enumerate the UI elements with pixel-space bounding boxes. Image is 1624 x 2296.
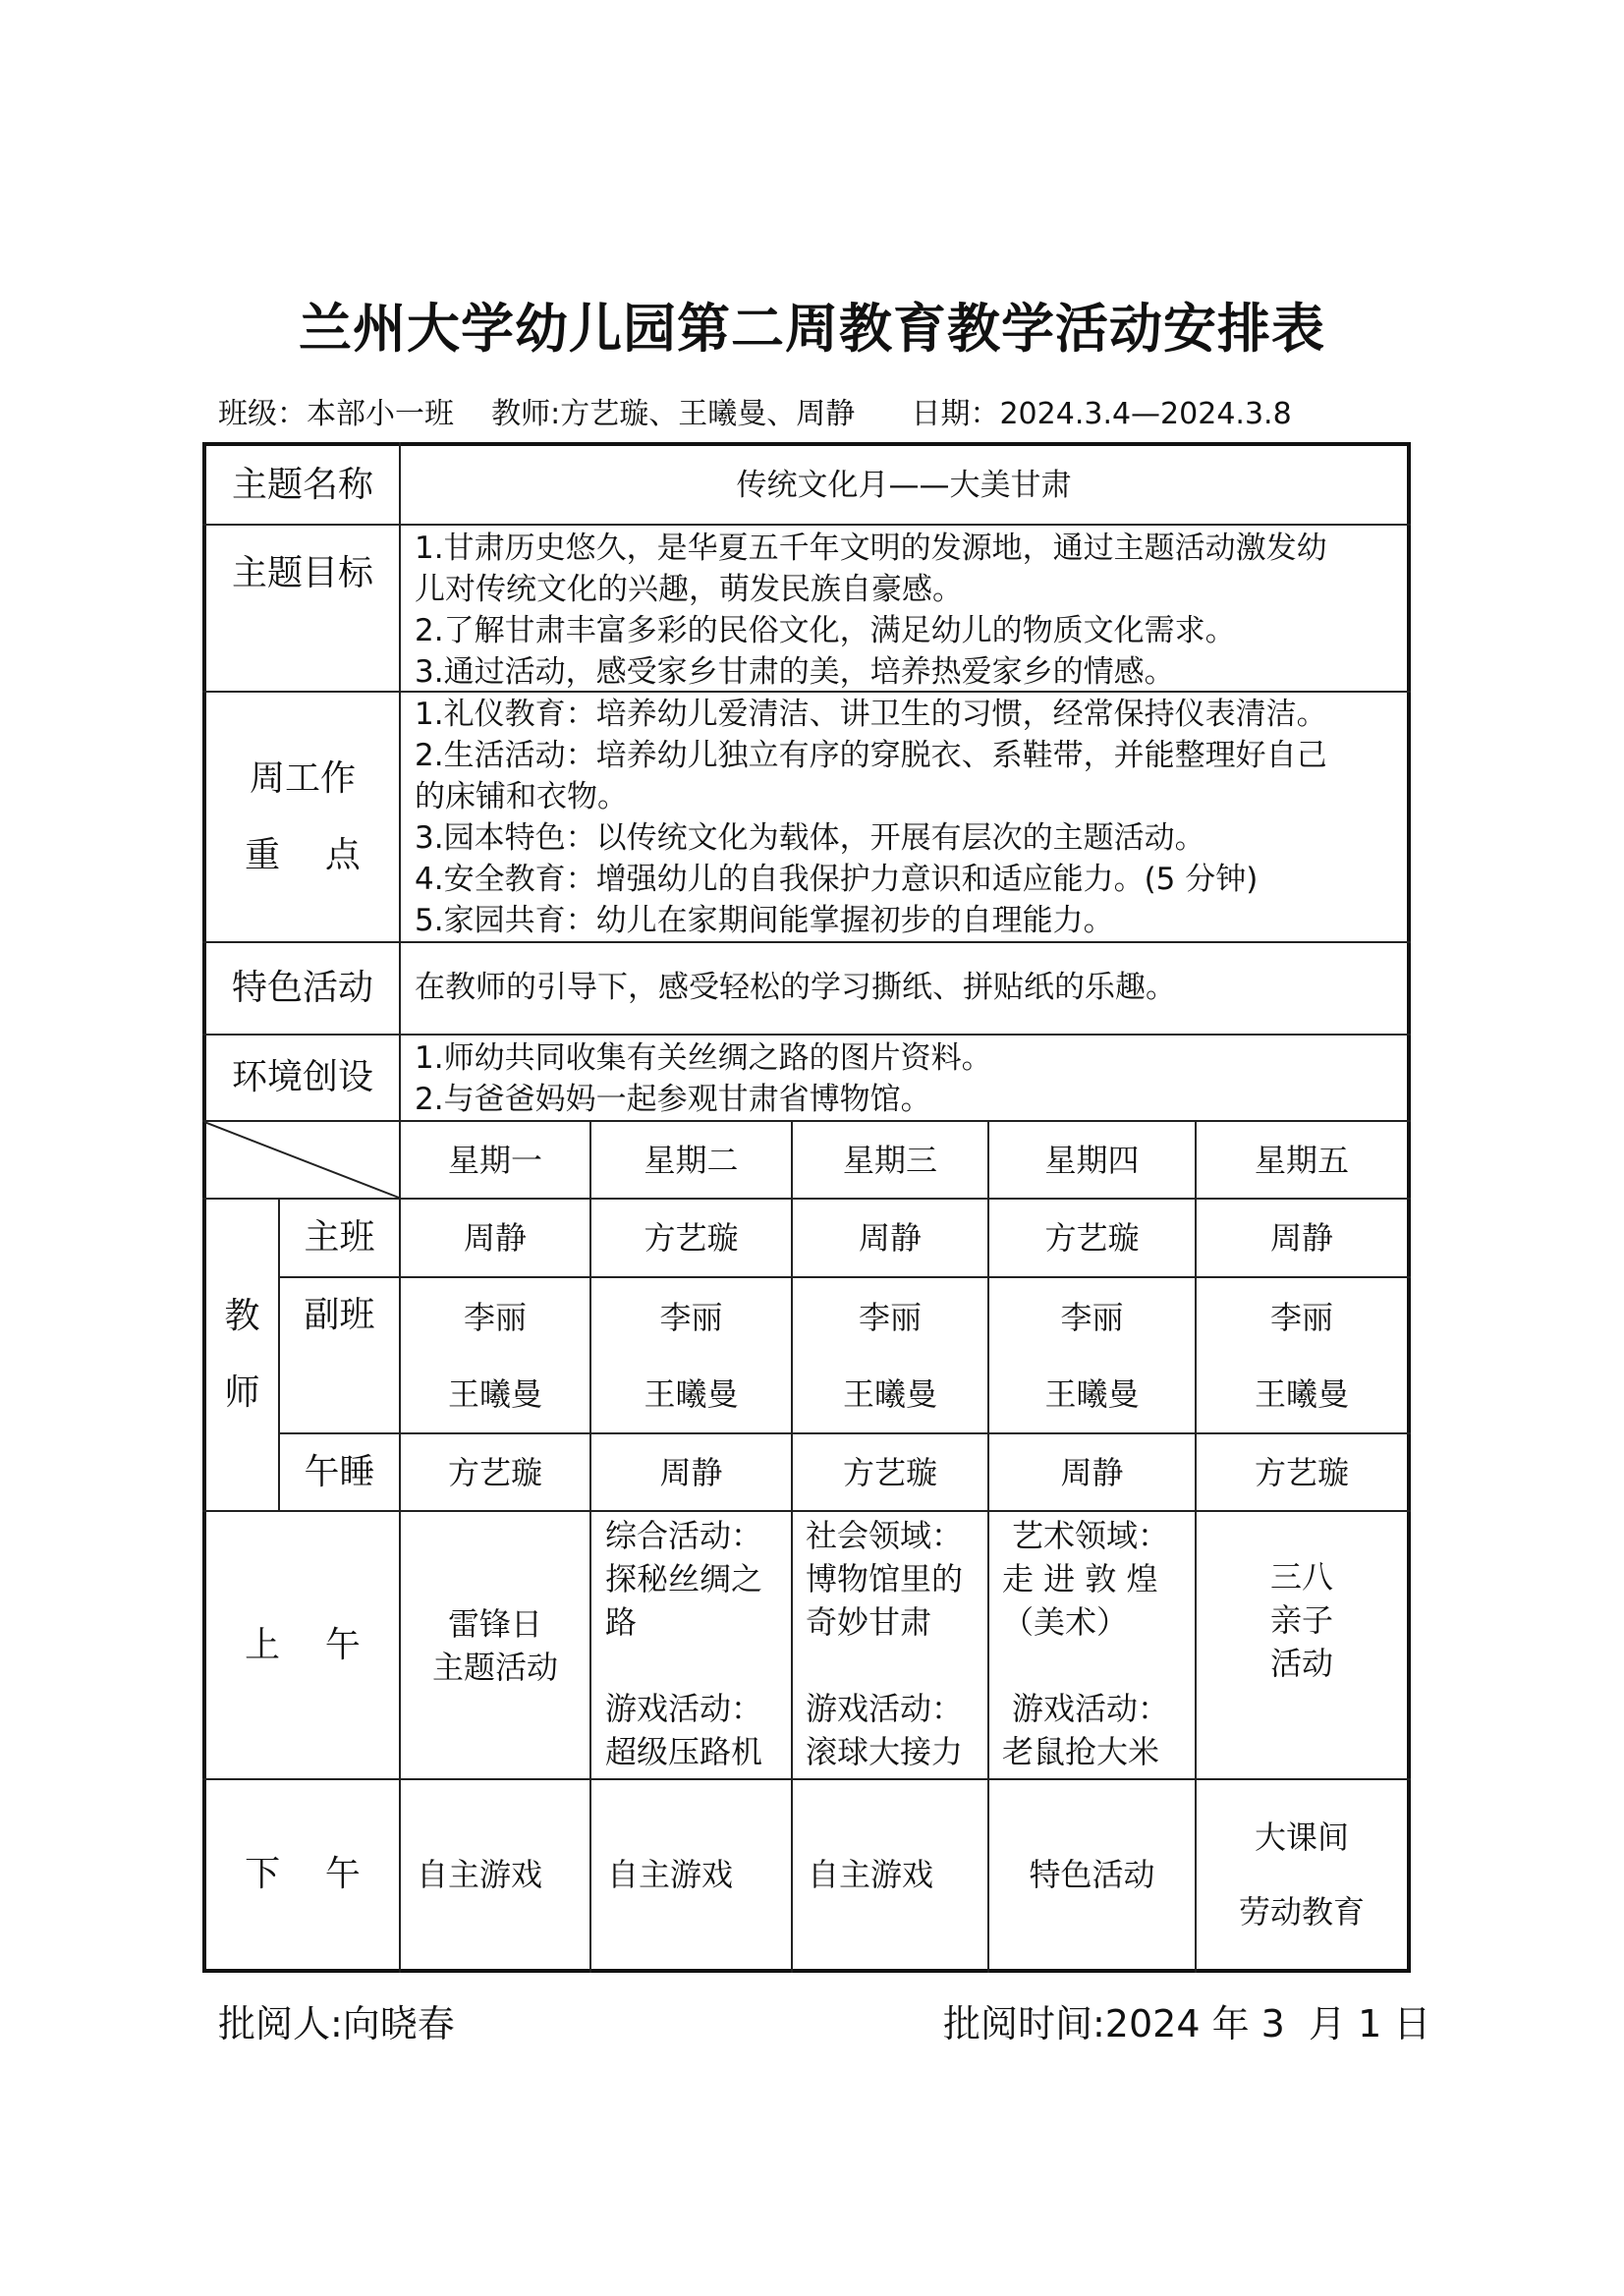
day-header-thursday: 星期四 bbox=[1044, 1141, 1140, 1179]
weekly-focus-label bbox=[206, 693, 399, 941]
main-teacher-tue: 方艺璇 bbox=[644, 1219, 739, 1257]
activity-line: 社会领域： bbox=[806, 1517, 964, 1554]
activity-line: 雷锋日 bbox=[447, 1604, 542, 1643]
activity-line: 超级压路机 bbox=[605, 1733, 763, 1770]
teacher-name: 王曦曼 bbox=[447, 1374, 542, 1413]
environment-text bbox=[415, 1037, 992, 1120]
activity-line: 走 进 敦 煌 bbox=[1002, 1560, 1158, 1597]
activity-line: 游戏活动： bbox=[1012, 1690, 1170, 1727]
text-line: 2.生活活动：培养幼儿独立有序的穿脱衣、系鞋带，并能整理好自己 bbox=[415, 738, 1327, 773]
activity-line bbox=[605, 1644, 762, 1687]
activity-line: 劳动教育 bbox=[1238, 1893, 1365, 1931]
assistant-teachers-fri bbox=[1197, 1278, 1407, 1432]
teacher-name: 李丽 bbox=[659, 1298, 723, 1336]
activity-line: 奇妙甘肃 bbox=[806, 1603, 932, 1641]
nap-teacher-thu: 周静 bbox=[1060, 1453, 1124, 1491]
teacher-name: 王曦曼 bbox=[1044, 1374, 1140, 1413]
text-line: 4.安全教育：增强幼儿的自我保护力意识和适应能力。(5 分钟) bbox=[415, 862, 1259, 897]
morning-activity-thu bbox=[1002, 1514, 1169, 1773]
label-line: 重 点 bbox=[245, 834, 361, 875]
afternoon-label: 下 午 bbox=[245, 1854, 361, 1894]
morning-activity-wed bbox=[806, 1514, 963, 1773]
teacher-name: 李丽 bbox=[1269, 1298, 1333, 1336]
activity-line: 老鼠抢大米 bbox=[1002, 1733, 1160, 1770]
nap-teacher-fri: 方艺璇 bbox=[1254, 1453, 1349, 1491]
teacher-name: 王曦曼 bbox=[842, 1374, 937, 1413]
role-main-label: 主班 bbox=[304, 1217, 375, 1258]
morning-activity-fri bbox=[1197, 1512, 1407, 1728]
day-header-friday: 星期五 bbox=[1254, 1141, 1349, 1179]
activity-line: 游戏活动： bbox=[806, 1690, 964, 1727]
special-activity-text: 在教师的引导下，感受轻松的学习撕纸、拼贴纸的乐趣。 bbox=[415, 970, 1176, 1005]
activity-line: 综合活动： bbox=[605, 1517, 763, 1554]
text-line: 1.礼仪教育：培养幼儿爱清洁、讲卫生的习惯，经常保持仪表清洁。 bbox=[415, 697, 1327, 732]
activity-line: 亲子 bbox=[1269, 1601, 1333, 1639]
teacher-group-label bbox=[206, 1200, 278, 1510]
main-teacher-wed: 周静 bbox=[858, 1219, 922, 1257]
nap-teacher-tue: 周静 bbox=[659, 1453, 723, 1491]
activity-line: 三八 bbox=[1269, 1558, 1333, 1596]
afternoon-activity-tue: 自主游戏 bbox=[607, 1856, 734, 1893]
nap-teacher-wed: 方艺璇 bbox=[842, 1453, 937, 1491]
activity-line bbox=[1002, 1644, 1169, 1687]
text-line: 1.师幼共同收集有关丝绸之路的图片资料。 bbox=[415, 1040, 992, 1076]
activity-line: 探秘丝绸之 bbox=[605, 1560, 763, 1597]
text-line: 3.园本特色：以传统文化为载体，开展有层次的主题活动。 bbox=[415, 820, 1205, 856]
weekly-focus-text bbox=[415, 694, 1327, 941]
afternoon-activity-mon: 自主游戏 bbox=[417, 1856, 543, 1893]
role-assistant-label: 副班 bbox=[304, 1295, 375, 1335]
afternoon-activity-thu: 特色活动 bbox=[1029, 1856, 1155, 1893]
label-char: 师 bbox=[224, 1372, 260, 1413]
main-teacher-thu: 方艺璇 bbox=[1044, 1219, 1140, 1257]
morning-activity-mon bbox=[401, 1512, 589, 1778]
assistant-teachers-wed bbox=[793, 1278, 987, 1432]
reviewer-name: 批阅人:向晓春 bbox=[218, 2002, 455, 2045]
theme-goal-label: 主题目标 bbox=[231, 553, 373, 593]
teacher-name: 李丽 bbox=[1060, 1298, 1124, 1336]
text-line: 3.通过活动，感受家乡甘肃的美，培养热爱家乡的情感。 bbox=[415, 654, 1175, 690]
theme-goal-text bbox=[415, 528, 1327, 693]
diagonal-header-line bbox=[202, 1120, 401, 1200]
special-activity-label: 特色活动 bbox=[231, 968, 373, 1008]
day-header-wednesday: 星期三 bbox=[842, 1141, 937, 1179]
review-time: 批阅时间:2024 年 3 月 1 日 bbox=[943, 2002, 1431, 2045]
activity-line: 游戏活动： bbox=[605, 1690, 763, 1727]
theme-name-value: 传统文化月——大美甘肃 bbox=[736, 467, 1072, 503]
text-line: 的床铺和衣物。 bbox=[415, 779, 628, 814]
text-line: 1.甘肃历史悠久，是华夏五千年文明的发源地，通过主题活动激发幼 bbox=[415, 531, 1327, 566]
activity-line: 活动 bbox=[1269, 1645, 1333, 1682]
activity-line: 路 bbox=[605, 1603, 638, 1641]
activity-line: 大课间 bbox=[1254, 1819, 1349, 1856]
environment-label: 环境创设 bbox=[231, 1057, 373, 1097]
text-line: 2.了解甘肃丰富多彩的民俗文化，满足幼儿的物质文化需求。 bbox=[415, 613, 1236, 648]
main-teacher-fri: 周静 bbox=[1269, 1219, 1333, 1257]
role-nap-label: 午睡 bbox=[304, 1451, 375, 1492]
morning-label: 上 午 bbox=[245, 1624, 361, 1665]
activity-line: 艺术领域： bbox=[1012, 1517, 1170, 1554]
activity-line: 主题活动 bbox=[431, 1648, 558, 1686]
teacher-name: 李丽 bbox=[463, 1298, 527, 1336]
afternoon-activity-fri bbox=[1197, 1780, 1407, 1969]
morning-activity-tue bbox=[605, 1514, 762, 1773]
assistant-teachers-mon bbox=[401, 1278, 589, 1432]
teacher-name: 王曦曼 bbox=[1254, 1374, 1349, 1413]
teacher-name: 王曦曼 bbox=[644, 1374, 739, 1413]
text-line: 2.与爸爸妈妈一起参观甘肃省博物馆。 bbox=[415, 1082, 931, 1117]
text-line: 5.家园共育：幼儿在家期间能掌握初步的自理能力。 bbox=[415, 903, 1114, 938]
activity-line bbox=[806, 1644, 963, 1687]
afternoon-activity-wed: 自主游戏 bbox=[808, 1856, 934, 1893]
text-line: 儿对传统文化的兴趣，萌发民族自豪感。 bbox=[415, 572, 963, 607]
day-header-monday: 星期一 bbox=[447, 1141, 542, 1179]
class-info-line: 班级：本部小一班 教师:方艺璇、王曦曼、周静 日期：2024.3.4—2024.3.8 bbox=[218, 397, 1292, 431]
nap-teacher-mon: 方艺璇 bbox=[447, 1453, 542, 1491]
assistant-teachers-thu bbox=[989, 1278, 1195, 1432]
theme-name-label: 主题名称 bbox=[231, 464, 373, 505]
teacher-name: 李丽 bbox=[858, 1298, 922, 1336]
day-header-tuesday: 星期二 bbox=[644, 1141, 739, 1179]
assistant-teachers-tue bbox=[591, 1278, 791, 1432]
label-char: 教 bbox=[224, 1296, 260, 1336]
activity-line: （美术） bbox=[1002, 1603, 1129, 1641]
activity-line: 滚球大接力 bbox=[806, 1733, 964, 1770]
activity-line: 博物馆里的 bbox=[806, 1560, 964, 1597]
label-line: 周工作 bbox=[249, 757, 356, 799]
page-title: 兰州大学幼儿园第二周教育教学活动安排表 bbox=[299, 298, 1325, 360]
main-teacher-mon: 周静 bbox=[463, 1219, 527, 1257]
